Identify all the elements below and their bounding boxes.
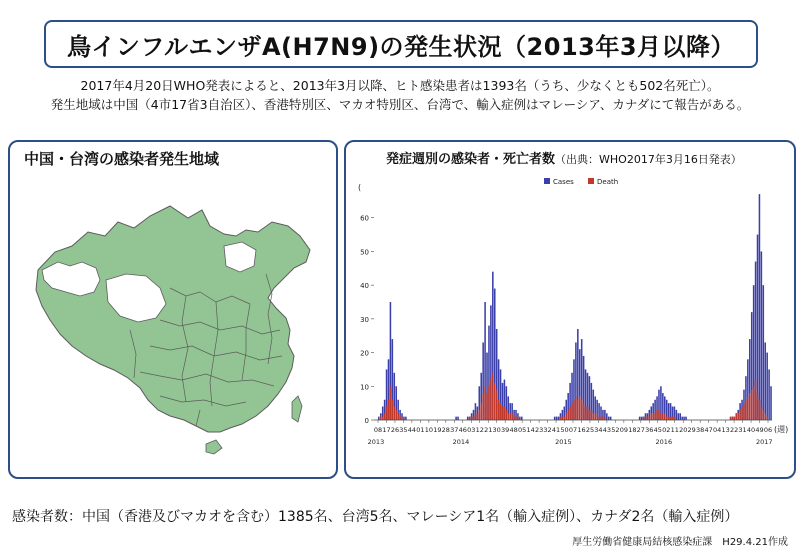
bar-death — [674, 417, 676, 420]
bar-cases — [766, 353, 768, 420]
bar-death — [761, 407, 763, 420]
map-panel — [8, 140, 338, 479]
bar-cases — [457, 417, 459, 420]
x-tick-label: 18 — [628, 426, 637, 434]
bar-death — [401, 417, 403, 420]
x-tick-label: 37 — [450, 426, 459, 434]
x-tick-label: 25 — [585, 426, 595, 434]
year-label: 2014 — [452, 438, 470, 446]
bar-death — [473, 417, 475, 420]
map-panel-title: 中国・台湾の感染者発生地域 — [24, 150, 220, 168]
chart-title — [386, 148, 742, 167]
bar-death — [488, 386, 490, 420]
bar-cases — [405, 417, 407, 420]
y-tick-label: 40 — [360, 282, 369, 291]
bar-death — [388, 400, 390, 420]
chart-title-source: （出典：WHO2017年3月16日発表） — [555, 153, 742, 166]
bar-death — [562, 417, 564, 420]
x-tick-label: 28 — [441, 426, 450, 434]
x-tick-label: 14 — [526, 426, 535, 434]
bar-death — [504, 407, 506, 420]
y-axis-label: ( — [358, 183, 362, 192]
bar-cases — [554, 417, 556, 420]
bar-death — [508, 413, 510, 420]
bar-death — [380, 417, 382, 420]
bar-death — [469, 417, 471, 420]
x-tick-label: 05 — [517, 426, 527, 434]
bar-death — [477, 413, 479, 420]
bar-cases — [757, 235, 759, 420]
bar-death — [513, 417, 515, 420]
bar-death — [658, 410, 660, 420]
x-tick-label: 17 — [382, 426, 391, 434]
y-tick-label: 30 — [360, 315, 369, 324]
bar-death — [500, 403, 502, 420]
bar-cases — [403, 417, 405, 420]
bar-death — [593, 413, 595, 420]
bar-death — [672, 417, 674, 420]
x-tick-label: 52 — [611, 426, 620, 434]
x-tick-label: 32 — [543, 426, 552, 434]
x-tick-label: 35 — [399, 426, 408, 434]
bar-death — [739, 410, 741, 420]
x-tick-label: 39 — [501, 426, 510, 434]
y-tick-label: 60 — [360, 214, 369, 223]
bar-cases — [676, 410, 678, 420]
x-tick-label: 29 — [687, 426, 696, 434]
bar-cases — [641, 417, 643, 420]
intro-line-1: 2017年4月20日WHO発表によると、2013年3月以降、ヒト感染患者は1393名（うち、少なくとも502名死亡）。 — [80, 78, 720, 93]
epi-curve-chart — [348, 172, 792, 472]
bar-cases — [608, 417, 610, 420]
bar-death — [565, 413, 567, 420]
bar-death — [660, 413, 662, 420]
x-tick-label: 41 — [551, 426, 561, 434]
y-tick-label: 0 — [364, 417, 369, 425]
bar-death — [766, 417, 768, 420]
x-tick-label: 34 — [594, 426, 603, 434]
year-label: 2016 — [655, 438, 673, 446]
bar-death — [573, 400, 575, 420]
bar-cases — [763, 285, 765, 420]
bar-death — [652, 413, 654, 420]
x-tick-label: 03 — [467, 426, 476, 434]
bar-death — [479, 410, 481, 420]
bar-death — [743, 403, 745, 420]
bar-cases — [679, 413, 681, 420]
bar-death — [382, 417, 384, 420]
bar-cases — [678, 413, 680, 420]
bar-death — [395, 410, 397, 420]
x-tick-label: 44 — [407, 426, 417, 434]
hainan-island — [206, 440, 222, 454]
bar-death — [670, 417, 672, 420]
bar-death — [753, 386, 755, 420]
bar-death — [490, 380, 492, 420]
bar-death — [585, 407, 587, 420]
bar-death — [511, 413, 513, 420]
bar-death — [567, 410, 569, 420]
bar-death — [656, 410, 658, 420]
bar-death — [591, 410, 593, 420]
x-tick-label: 43 — [602, 426, 612, 434]
bar-cases — [683, 417, 685, 420]
intro-text — [0, 76, 800, 114]
x-tick-label: 46 — [458, 426, 467, 434]
bar-cases — [521, 417, 523, 420]
bar-cases — [761, 251, 763, 420]
bar-death — [587, 407, 589, 420]
year-label: 2013 — [367, 438, 385, 446]
bar-death — [394, 407, 396, 420]
bar-death — [598, 417, 600, 420]
bar-death — [737, 413, 739, 420]
x-tick-label: 09 — [619, 426, 629, 434]
bar-cases — [467, 417, 469, 420]
bar-death — [569, 407, 571, 420]
bar-death — [581, 400, 583, 420]
legend-cases-swatch — [544, 178, 550, 184]
bar-death — [517, 417, 519, 420]
bar-death — [475, 413, 477, 420]
bar-death — [732, 417, 734, 420]
bar-death — [577, 400, 579, 420]
bar-death — [662, 413, 664, 420]
china-map — [10, 170, 336, 480]
bar-death — [480, 403, 482, 420]
x-tick-label: 06 — [763, 426, 773, 434]
bar-death — [643, 417, 645, 420]
legend-death-label: Death — [597, 178, 619, 186]
bar-death — [647, 417, 649, 420]
x-tick-label: 36 — [645, 426, 654, 434]
x-tick-label: 30 — [492, 426, 501, 434]
bar-death — [602, 417, 604, 420]
x-tick-label: 12 — [475, 426, 484, 434]
bar-death — [498, 400, 500, 420]
x-tick-label: 19 — [433, 426, 442, 434]
bar-death — [741, 407, 743, 420]
x-tick-label: 50 — [560, 426, 569, 434]
bar-death — [763, 410, 765, 420]
bar-death — [666, 417, 668, 420]
bar-cases — [455, 417, 457, 420]
bar-death — [384, 413, 386, 420]
x-tick-label: 23 — [534, 426, 544, 434]
x-tick-label: 10 — [424, 426, 434, 434]
bar-death — [730, 417, 732, 420]
bar-death — [747, 396, 749, 420]
bar-death — [571, 403, 573, 420]
x-axis-label: (週) — [774, 425, 789, 434]
x-tick-label: 40 — [746, 426, 756, 434]
bar-death — [735, 413, 737, 420]
x-tick-label: 11 — [670, 426, 679, 434]
footer-credit: 厚生労働省健康局結核感染症課 H29.4.21作成 — [572, 537, 788, 548]
bar-death — [755, 380, 757, 420]
bar-cases — [768, 369, 770, 420]
taiwan-island — [292, 396, 302, 422]
bar-death — [564, 417, 566, 420]
bar-death — [600, 417, 602, 420]
bar-death — [494, 383, 496, 420]
x-tick-label: 01 — [416, 426, 425, 434]
bar-death — [560, 417, 562, 420]
bar-death — [397, 413, 399, 420]
x-tick-label: 16 — [577, 426, 586, 434]
bar-death — [757, 393, 759, 420]
bar-death — [386, 407, 388, 420]
bar-cases — [770, 386, 772, 420]
x-tick-label: 08 — [373, 426, 383, 434]
bar-death — [594, 413, 596, 420]
y-tick-label: 50 — [360, 248, 369, 257]
bar-death — [751, 390, 753, 420]
bar-cases — [764, 342, 766, 420]
bar-death — [392, 400, 394, 420]
y-tick-label: 20 — [360, 349, 369, 358]
chart-title-main: 発症週別の感染者・死亡者数 — [386, 152, 556, 167]
bar-death — [749, 393, 751, 420]
x-tick-label: 13 — [721, 426, 730, 434]
bar-death — [390, 386, 392, 420]
x-tick-label: 27 — [636, 426, 645, 434]
bar-death — [492, 373, 494, 420]
bar-death — [649, 417, 651, 420]
bar-death — [654, 413, 656, 420]
bar-death — [579, 396, 581, 420]
bar-death — [764, 413, 766, 420]
x-tick-label: 31 — [738, 426, 747, 434]
x-tick-label: 07 — [568, 426, 578, 434]
bar-cases — [759, 194, 761, 420]
bar-death — [650, 413, 652, 420]
year-label: 2015 — [555, 438, 572, 446]
legend-cases-label: Cases — [553, 178, 574, 186]
bar-death — [496, 390, 498, 420]
bar-cases — [639, 417, 641, 420]
bar-death — [399, 417, 401, 420]
x-tick-label: 26 — [390, 426, 400, 434]
bar-death — [583, 403, 585, 420]
bar-death — [668, 417, 670, 420]
bar-death — [509, 413, 511, 420]
x-tick-label: 22 — [729, 426, 739, 434]
x-tick-label: 21 — [484, 426, 493, 434]
bar-death — [645, 417, 647, 420]
x-tick-label: 04 — [712, 426, 722, 434]
bar-death — [604, 417, 606, 420]
bar-cases — [556, 417, 558, 420]
bar-cases — [519, 417, 521, 420]
bar-cases — [606, 413, 608, 420]
x-tick-label: 20 — [679, 426, 688, 434]
bar-death — [596, 413, 598, 420]
bar-death — [482, 393, 484, 420]
title-banner — [44, 20, 758, 68]
bar-death — [664, 413, 666, 420]
x-tick-label: 48 — [509, 426, 518, 434]
x-tick-label: 45 — [653, 426, 662, 434]
x-tick-label: 47 — [704, 426, 713, 434]
chart-panel — [344, 140, 796, 479]
bar-death — [471, 417, 473, 420]
bar-death — [502, 407, 504, 420]
bar-death — [484, 386, 486, 420]
bar-death — [589, 410, 591, 420]
bar-death — [759, 400, 761, 420]
bar-cases — [681, 417, 683, 420]
bar-cases — [610, 417, 612, 420]
bar-cases — [558, 417, 560, 420]
bar-death — [734, 417, 736, 420]
bar-cases — [685, 417, 687, 420]
bar-death — [486, 393, 488, 420]
bar-death — [575, 396, 577, 420]
page-title: 鳥インフルエンザA(H7N9)の発生状況（2013年3月以降） — [66, 32, 736, 61]
legend-death-swatch — [588, 178, 594, 184]
year-label: 2017 — [755, 438, 773, 446]
bar-cases — [378, 417, 380, 420]
x-tick-label: 49 — [755, 426, 764, 434]
x-tick-label: 38 — [696, 426, 705, 434]
y-tick-label: 10 — [360, 383, 369, 392]
bar-death — [506, 410, 508, 420]
bar-death — [515, 417, 517, 420]
bar-death — [745, 400, 747, 420]
footer-summary: 感染者数：中国（香港及びマカオを含む）1385名、台湾5名、マレーシア1名（輸入症例）、カナダ2名（輸入症例） — [12, 509, 739, 525]
intro-line-2: 発生地域は中国（4市17省3自治区）、香港特別区、マカオ特別区、台湾で、輸入症例はマレーシア、カナダにて報告がある。 — [50, 97, 750, 112]
x-tick-label: 02 — [662, 426, 671, 434]
